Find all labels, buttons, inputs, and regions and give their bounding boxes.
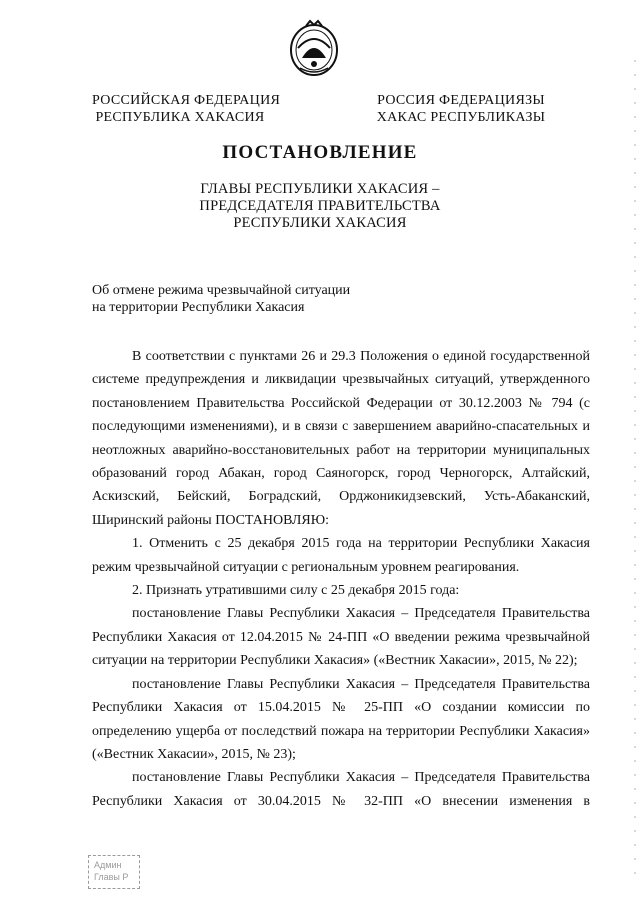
header-russian: [92, 92, 281, 126]
body-paragraph-repealed-2: постановление Главы Республики Хакасия – Председателя Правительства Республики Хакасия от 15.04.2015 № 25-ПП «О создании комиссии по определению ущерба от последствий пожара на территории Республики Хакасия» («Вестник Хакасии», 2015, № 23);: [92, 676, 590, 762]
header-left-line: РЕСПУБЛИКА ХАКАСИЯ: [95, 110, 265, 125]
header-right-line: РОССИЯ ФЕДЕРАЦИЯЗЫ: [377, 93, 545, 108]
body-paragraph-repealed-1: постановление Главы Республики Хакасия – Председателя Правительства Республики Хакасия от 12.04.2015 № 24-ПП «О введении режима чрезвычайной ситуации на территории Республики Хакасия» («Вестник Хакасии», 2015, № 22);: [92, 606, 590, 669]
registration-stamp: [88, 855, 140, 889]
document-body: [92, 345, 590, 813]
document-title: ПОСТАНОВЛЕНИЕ: [222, 142, 418, 163]
subtitle-line: ПРЕДСЕДАТЕЛЯ ПРАВИТЕЛЬСТВА: [199, 198, 441, 214]
subtitle-line: РЕСПУБЛИКИ ХАКАСИЯ: [233, 215, 407, 231]
subject-line: Об отмене режима чрезвычайной ситуации: [92, 283, 351, 298]
subject-line: на территории Республики Хакасия: [92, 300, 305, 315]
document-subject: [92, 282, 350, 316]
header-left-line: РОССИЙСКАЯ ФЕДЕРАЦИЯ: [92, 93, 281, 108]
header-right-line: ХАКАС РЕСПУБЛИКАЗЫ: [376, 110, 546, 125]
stamp-line: Главы Р: [94, 872, 129, 882]
body-paragraph-preamble: В соответствии с пунктами 26 и 29.3 Положения о единой государственной системе предупреждения и ликвидации чрезвычайных ситуаций, утвержденного постановлением Правительства Российской Федерации от 30.12.2003 № 794 (с последующими изменениями), и в связи с завершением аварийно-спасательных и неотложных аварийно-восстановительных работ на территории муниципальных образований город Абакан, город Саяногорск, город Черногорск, Алтайский, Аскизский, Бейский, Боградский, Орджоникидзевский, Усть-Абаканский, Ширинский районы ПОСТАНОВЛЯЮ:: [92, 349, 590, 528]
stamp-line: Админ: [94, 860, 122, 870]
body-paragraph-item-1: 1. Отменить с 25 декабря 2015 года на территории Республики Хакасия режим чрезвычайной ситуации с региональным уровнем реагирования.: [92, 536, 590, 575]
subtitle-line: ГЛАВЫ РЕСПУБЛИКИ ХАКАСИЯ –: [200, 181, 440, 197]
body-paragraph-item-2: 2. Признать утратившими силу с 25 декабря 2015 года:: [132, 583, 460, 599]
document-subtitle: [0, 181, 640, 232]
body-paragraph-repealed-3: постановление Главы Республики Хакасия – Председателя Правительства Республики Хакасия от 30.04.2015 № 32-ПП «О внесении изменения в: [92, 770, 590, 809]
scan-edge-marks: [634, 60, 636, 880]
header-khakas: [376, 92, 546, 126]
emblem-icon: [288, 18, 340, 78]
